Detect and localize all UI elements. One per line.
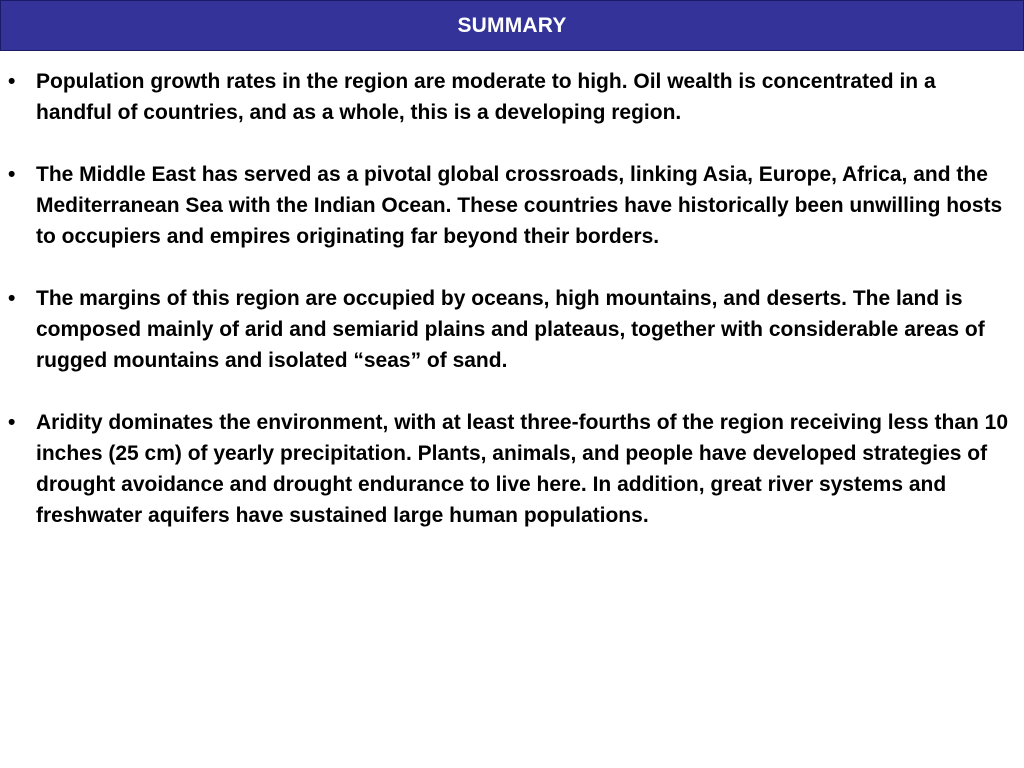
bullet-item <box>0 407 1024 531</box>
title-bar <box>0 0 1024 51</box>
bullet-marker: • <box>8 287 16 310</box>
bullet-text: The Middle East has served as a pivotal global crossroads, linking Asia, Europe, Africa, and the Mediterranean Sea with the Indian Ocean. These countries have historically been unwilling hosts to occupiers and empires originating far beyond their borders. <box>36 163 1003 248</box>
bullet-text: The margins of this region are occupied by oceans, high mountains, and deserts. The land is composed mainly of arid and semiarid plains and plateaus, together with considerable areas of rugged mountains and isolated “seas” of sand. <box>36 287 985 372</box>
bullet-marker: • <box>8 411 16 434</box>
bullet-text: Population growth rates in the region are moderate to high. Oil wealth is concentrated in a handful of countries, and as a whole, this is a developing region. <box>36 70 936 124</box>
bullet-list <box>0 66 1024 562</box>
bullet-text: Aridity dominates the environment, with at least three-fourths of the region receiving less than 10 inches (25 cm) of yearly precipitation. Plants, animals, and people have developed strategies of drought avoidance and drought endurance to live here. In addition, great river systems and freshwater aquifers have sustained large human populations. <box>36 411 1009 527</box>
bullet-item <box>0 159 1024 252</box>
bullet-item <box>0 283 1024 376</box>
bullet-item <box>0 66 1024 128</box>
slide-title: SUMMARY <box>457 13 567 37</box>
bullet-marker: • <box>8 163 16 186</box>
bullet-marker: • <box>8 70 16 93</box>
